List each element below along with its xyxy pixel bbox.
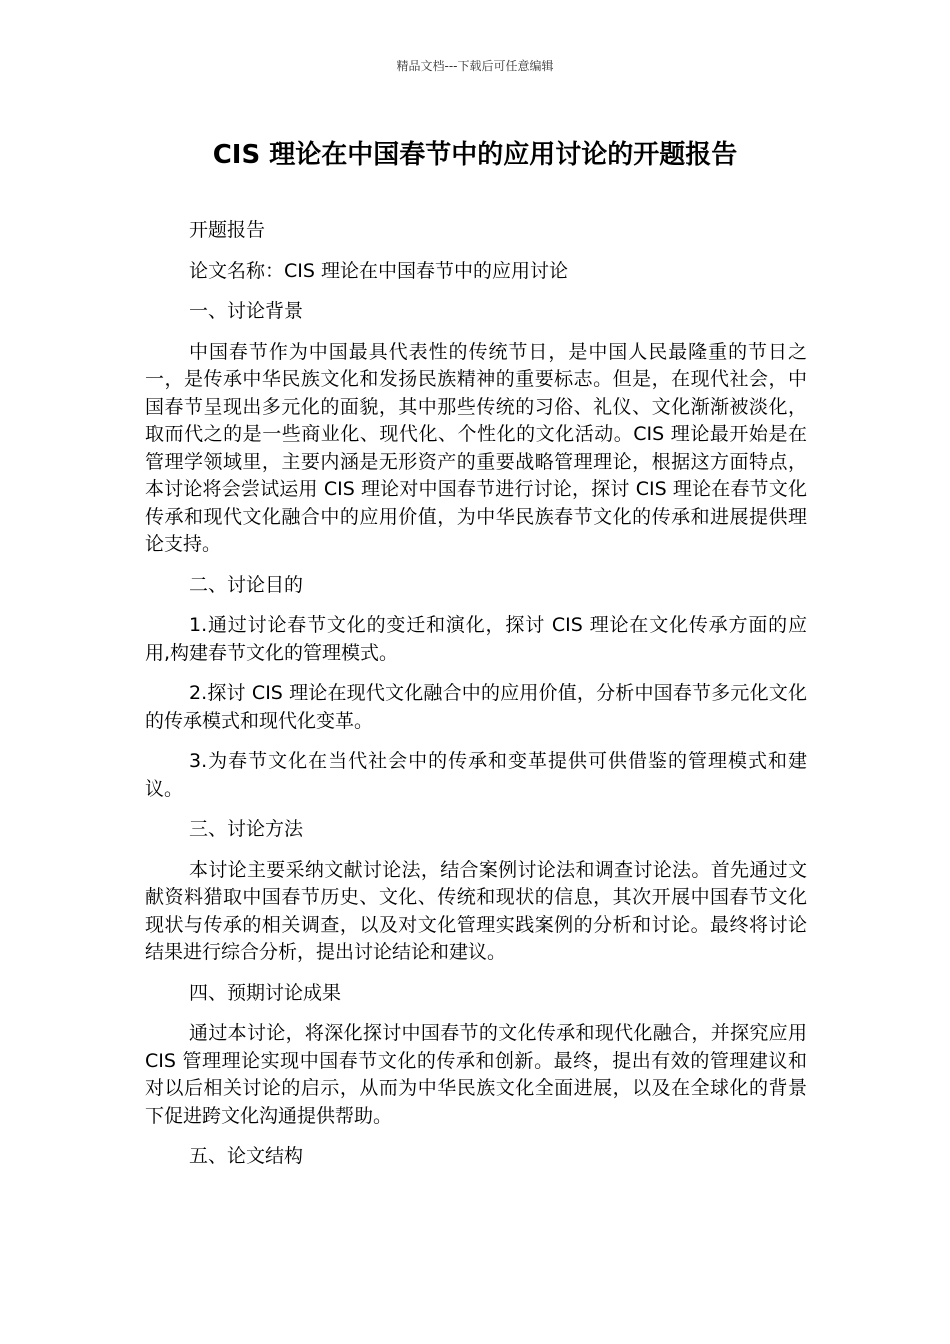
section-heading-structure: 五、论文结构 [189, 1145, 304, 1167]
document-body [145, 217, 807, 1184]
paragraph-method: 本讨论主要采纳文献讨论法，结合案例讨论法和调查讨论法。首先通过文献资料猎取中国春节历史、文化、传统和现状的信息，其次开展中国春节文化现状与传承的相关调查，以及对文化管理实践案例的分析和讨论。最终将讨论结果进行综合分析，提出讨论结论和建议。 [145, 858, 807, 963]
purpose-item-3: 3.为春节文化在当代社会中的传承和变革提供可供借鉴的管理模式和建议。 [145, 750, 807, 800]
header-note: 精品文档---下载后可任意编辑 [396, 59, 554, 73]
purpose-item-1: 1.通过讨论春节文化的变迁和演化，探讨 CIS 理论在文化传承方面的应用,构建春节文化的管理模式。 [145, 614, 807, 664]
paragraph-expected-results: 通过本讨论，将深化探讨中国春节的文化传承和现代化融合，并探究应用 CIS 管理理论实现中国春节文化的传承和创新。最终，提出有效的管理建议和对以后相关讨论的启示，从而为中华民族文化全面进展，以及在全球化的背景下促进跨文化沟通提供帮助。 [145, 1022, 807, 1127]
section-heading-expected-results: 四、预期讨论成果 [189, 981, 342, 1004]
paragraph-background: 中国春节作为中国最具代表性的传统节日，是中国人民最隆重的节日之一，是传承中华民族文化和发扬民族精神的重要标志。但是，在现代社会，中国春节呈现出多元化的面貌，其中那些传统的习俗、礼仪、文化渐渐被淡化，取而代之的是一些商业化、现代化、个性化的文化活动。CIS 理论最开始是在管理学领域里，主要内涵是无形资产的重要战略管理理论，根据这方面特点，本讨论将会尝试运用 CIS 理论对中国春节进行讨论，探讨 CIS 理论在春节文化传承和现代文化融合中的应用价值，为中华民族春节文化的传承和进展提供理论支持。 [145, 340, 807, 555]
section-heading-background: 一、讨论背景 [189, 300, 304, 322]
section-heading-purpose: 二、讨论目的 [189, 573, 304, 596]
report-label: 开题报告 [189, 219, 266, 241]
document-title: CIS 理论在中国春节中的应用讨论的开题报告 [212, 140, 738, 170]
section-heading-method: 三、讨论方法 [189, 818, 304, 840]
purpose-item-2: 2.探讨 CIS 理论在现代文化融合中的应用价值，分析中国春节多元化文化的传承模式和现代化变革。 [145, 682, 807, 732]
thesis-name: 论文名称：CIS 理论在中国春节中的应用讨论 [189, 259, 568, 282]
